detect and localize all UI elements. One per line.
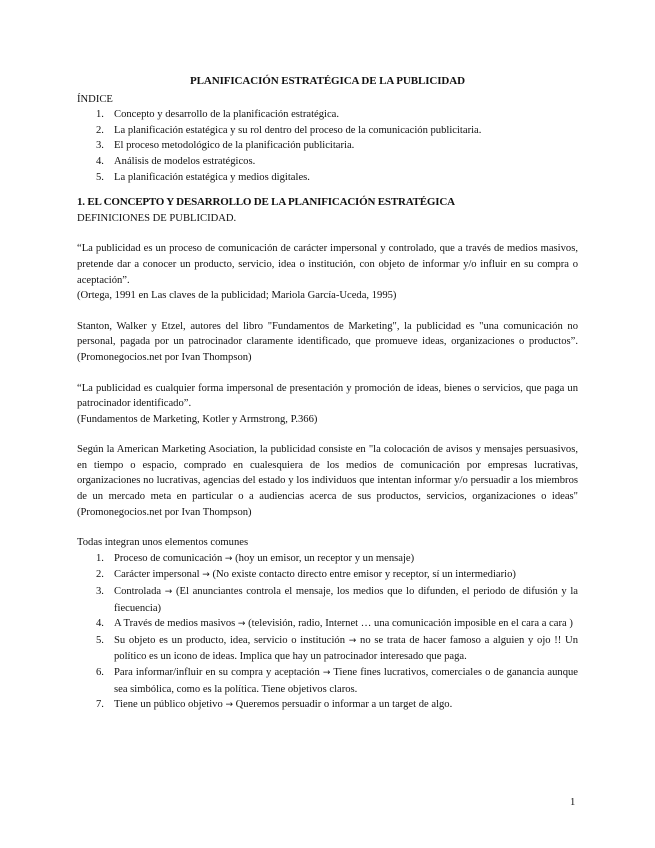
- element-description: Queremos persuadir o informar a un target de algo.: [235, 699, 453, 711]
- definition-paragraph: [77, 241, 578, 303]
- element-description: (hoy un emisor, un receptor y un mensaje): [235, 552, 415, 564]
- element-term: Carácter impersonal: [114, 569, 200, 581]
- index-text: El proceso metodológico de la planificación publicitaria.: [114, 140, 355, 152]
- arrow-icon: →: [224, 553, 233, 564]
- arrow-icon: →: [237, 619, 246, 630]
- element-item: [77, 584, 578, 616]
- page-number: 1: [570, 797, 576, 808]
- index-number: 1.: [96, 109, 104, 121]
- element-item: [77, 567, 578, 584]
- index-number: 3.: [96, 140, 104, 152]
- element-item: [77, 697, 578, 714]
- index-text: La planificación estatégica y su rol dentro del proceso de la comunicación publicitaria.: [114, 124, 482, 136]
- index-number: 4.: [96, 155, 104, 167]
- element-term: A Través de medios masivos: [114, 618, 236, 630]
- element-number: 2.: [96, 569, 104, 581]
- index-text: La planificación estatégica y medios digitales.: [114, 171, 310, 183]
- element-term: Controlada: [114, 586, 162, 598]
- index-item: [77, 107, 578, 123]
- elements-intro: Todas integran unos elementos comunes: [77, 537, 249, 549]
- document-page: [77, 74, 578, 714]
- arrow-icon: →: [225, 700, 233, 711]
- arrow-icon: →: [322, 668, 331, 678]
- section-heading: 1. EL CONCEPTO Y DESARROLLO DE LA PLANIFICACIÓN ESTRATÉGICA: [77, 196, 455, 209]
- element-description: (El anunciantes controla el mensaje, los medios que lo difunden, el periodo de difusión y la fiecuencia): [114, 586, 578, 614]
- definition-text: Según la American Marketing Asociation, la publicidad consiste en "la colocación de avisos y mensajes persuasivos, en tiempo o espacio, comprado en cualesquiera de los medios de comunicación por empresas lucrativas, organizaciones no lucrativas, agencias del estado y los individuos que intentan informar y/o persuadir a los miembros de un mercado meta en particular o a audiencias acerca de sus productos, servicios, organizaciones o ideas"(Promonegocios.net por Ivan Thompson): [77, 444, 578, 518]
- elements-list: [77, 551, 578, 714]
- definition-text: “La publicidad es un proceso de comunicación de carácter impersonal y controlado, que a través de medios masivos, pretende dar a conocer un producto, servicio, idea o institución, con objeto de informar y/o influir en su compra o aceptación”.: [77, 243, 578, 286]
- definition-paragraph: [77, 442, 578, 520]
- element-number: 6.: [96, 667, 104, 678]
- index-text: Concepto y desarrollo de la planificación estratégica.: [114, 109, 340, 121]
- definition-source: (Fundamentos de Marketing, Kotler y Armstrong, P.366): [77, 413, 318, 425]
- element-number: 4.: [96, 618, 104, 630]
- element-term: Proceso de comunicación: [114, 552, 223, 564]
- definition-text: “La publicidad es cualquier forma impersonal de presentación y promoción de ideas, bienes o servicios, que paga un patrocinador identificado”.: [77, 382, 578, 410]
- arrow-icon: →: [202, 570, 210, 581]
- element-item: [77, 665, 578, 697]
- element-description: no se trata de hacer famoso a alguien y ojo !! Un político es un icono de ideas. Implica que hay un patrocinador interesado que paga.: [114, 634, 578, 663]
- element-item: [77, 633, 578, 665]
- element-term: Su objeto es un producto, idea, servicio o institución: [114, 634, 345, 646]
- definitions-label: DEFINICIONES DE PUBLICIDAD.: [77, 212, 237, 224]
- element-number: 7.: [96, 699, 104, 711]
- definition-paragraph: [77, 319, 578, 366]
- index-text: Análisis de modelos estratégicos.: [114, 155, 256, 167]
- index-number: 5.: [96, 171, 104, 183]
- definition-text: Stanton, Walker y Etzel, autores del libro "Fundamentos de Marketing", la publicidad es "una comunicación no personal, pagada por un patrocinador claramente identificado, que promueve ideas, organizaciones o productos”. (Promonegocios.net por Ivan Thompson): [77, 320, 578, 363]
- index-label: ÍNDICE: [77, 93, 113, 105]
- index-number: 2.: [96, 124, 104, 136]
- element-number: 5.: [96, 634, 104, 646]
- arrow-icon: →: [164, 587, 173, 598]
- element-item: [77, 551, 578, 568]
- element-term: Para informar/influir en su compra y aceptación: [114, 667, 320, 678]
- element-description: (No existe contacto directo entre emisor y receptor, sí un intermediario): [212, 569, 516, 581]
- index-item: [77, 123, 578, 139]
- element-term: Tiene un público objetivo: [114, 699, 223, 711]
- index-item: [77, 170, 578, 186]
- element-item: [77, 616, 578, 633]
- element-description: (televisión, radio, Internet … una comunicación imposible en el cara a cara ): [248, 618, 573, 630]
- index-item: [77, 138, 578, 154]
- definition-paragraph: [77, 381, 578, 428]
- element-number: 3.: [96, 586, 104, 598]
- index-item: [77, 154, 578, 170]
- element-number: 1.: [96, 552, 104, 564]
- element-description: Tiene fines lucrativos, comerciales o de ganancia aunque sea simbólica, como es la política. Tiene objetivos claros.: [114, 667, 578, 695]
- definition-source: (Ortega, 1991 en Las claves de la publicidad; Mariola García-Uceda, 1995): [77, 290, 397, 302]
- document-title: PLANIFICACIÓN ESTRATÉGICA DE LA PUBLICIDAD: [190, 75, 465, 87]
- arrow-icon: →: [348, 635, 357, 646]
- index-list: [77, 107, 578, 185]
